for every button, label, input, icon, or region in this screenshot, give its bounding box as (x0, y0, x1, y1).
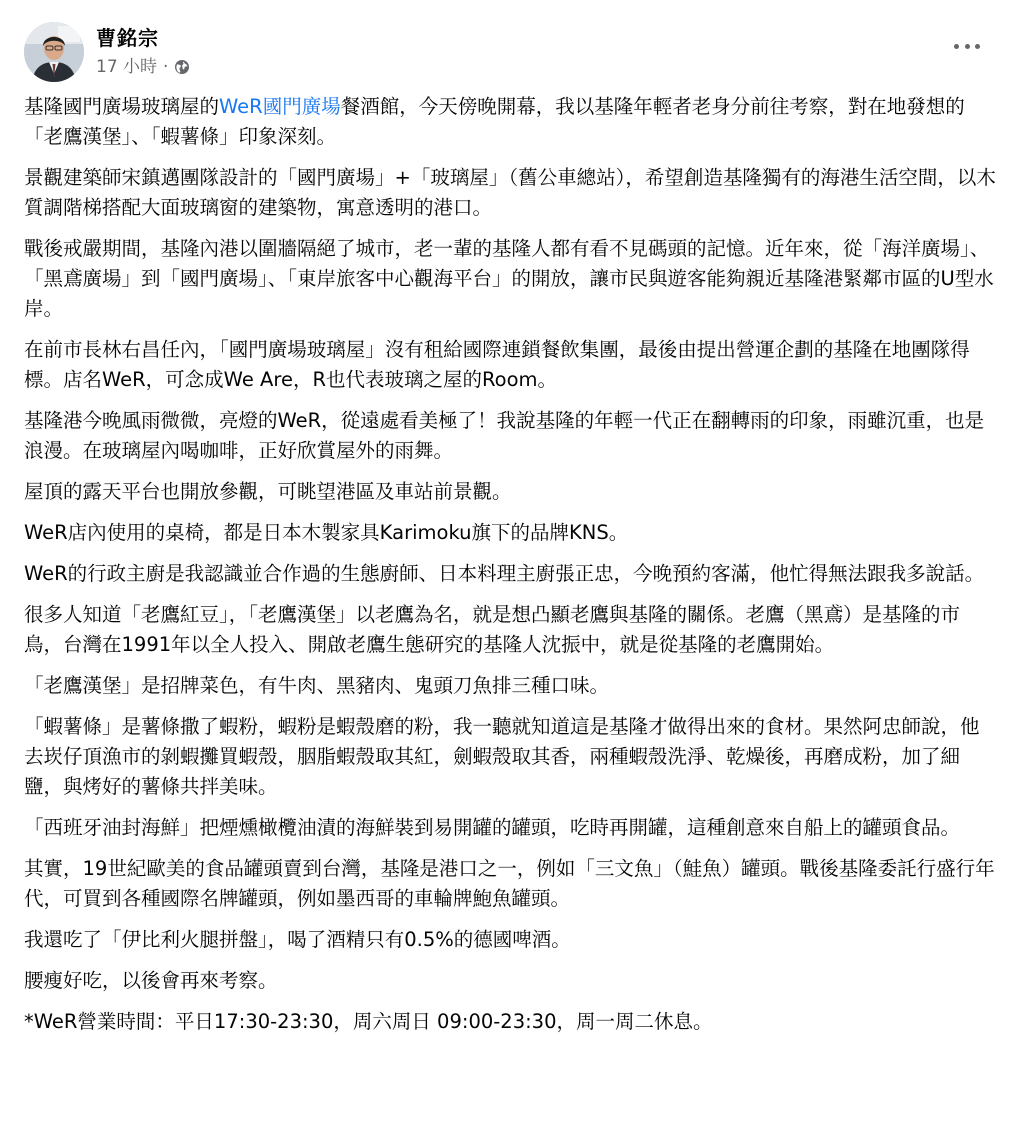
post-paragraph-9: 很多人知道「老鷹紅豆」，「老鷹漢堡」以老鷹為名，就是想凸顯老鷹與基隆的關係。老鷹（黑鳶）是基隆的市鳥，台灣在1991年以全人投入、開啟老鷹生態研究的基隆人沈振中，就是從基隆的老鷹開始。 (24, 603, 961, 656)
post-paragraph-8: WeR的行政主廚是我認識並合作過的生態廚師、日本料理主廚張正忠，今晚預約客滿，他忙得無法跟我多說話。 (24, 562, 985, 585)
post-paragraph-14: 我還吃了「伊比利火腿拼盤」，喝了酒精只有0.5%的德國啤酒。 (24, 928, 571, 951)
dot (965, 44, 970, 49)
page-link[interactable]: WeR國門廣場 (219, 95, 341, 118)
globe-icon[interactable] (174, 59, 190, 75)
dot (954, 44, 959, 49)
post-paragraph-10: 「老鷹漢堡」是招牌菜色，有牛肉、黑豬肉、鬼頭刀魚排三種口味。 (24, 674, 610, 697)
post-paragraph-16: *WeR營業時間：平日17:30-23:30，周六周日 09:00-23:30，周一周二休息。 (24, 1010, 713, 1033)
post-paragraph-1 (24, 92, 996, 152)
more-options-icon[interactable] (954, 40, 980, 52)
post-paragraph-3: 戰後戒嚴期間，基隆內港以圍牆隔絕了城市，老一輩的基隆人都有看不見碼頭的記憶。近年來，從「海洋廣場」、「黑鳶廣場」到「國門廣場」、「東岸旅客中心觀海平台」的開放，讓市民與遊客能夠親近基隆港緊鄰市區的U型水岸。 (24, 237, 994, 320)
post-body (24, 92, 996, 1048)
meta-separator: · (163, 57, 169, 77)
post-paragraph-11: 「蝦薯條」是薯條撒了蝦粉，蝦粉是蝦殼磨的粉，我一聽就知道這是基隆才做得出來的食材。果然阿忠師說，他去崁仔頂漁市的剝蝦攤買蝦殼，胭脂蝦殼取其紅，劍蝦殼取其香，兩種蝦殼洗淨、乾燥後，再磨成粉，加了細鹽，與烤好的薯條共拌美味。 (24, 715, 980, 798)
post-paragraph-5: 基隆港今晚風雨微微，亮燈的WeR，從遠處看美極了！我說基隆的年輕一代正在翻轉雨的印象，雨雖沉重，也是浪漫。在玻璃屋內喝咖啡，正好欣賞屋外的雨舞。 (24, 409, 985, 462)
post-paragraph-7: WeR店內使用的桌椅，都是日本木製家具Karimoku旗下的品牌KNS。 (24, 521, 629, 544)
author-name[interactable]: 曹銘宗 (96, 26, 159, 50)
paragraph-text: 基隆國門廣場玻璃屋的 (24, 95, 220, 118)
avatar[interactable] (24, 22, 84, 82)
dot (975, 44, 980, 49)
post-paragraph-13: 其實，19世紀歐美的食品罐頭賣到台灣，基隆是港口之一，例如「三文魚」（鮭魚）罐頭。戰後基隆委託行盛行年代，可買到各種國際名牌罐頭，例如墨西哥的車輪牌鮑魚罐頭。 (24, 857, 995, 910)
post-paragraph-2: 景觀建築師宋鎮邁團隊設計的「國門廣場」+「玻璃屋」（舊公車總站），希望創造基隆獨有的海港生活空間，以木質調階梯搭配大面玻璃窗的建築物，寓意透明的港口。 (24, 166, 996, 219)
avatar-portrait (24, 22, 84, 82)
post-meta (96, 56, 190, 78)
paragraph-text: 餐酒館，今天傍晚開幕，我以基隆年輕者老身分前往考察，對在地發想的「老鷹漢堡」、「蝦薯條」印象深刻。 (24, 95, 965, 148)
post-paragraph-6: 屋頂的露天平台也開放參觀，可眺望港區及車站前景觀。 (24, 480, 512, 503)
post-header (24, 22, 994, 84)
post-paragraph-12: 「西班牙油封海鮮」把煙燻橄欖油漬的海鮮裝到易開罐的罐頭，吃時再開罐，這種創意來自船上的罐頭食品。 (24, 816, 961, 839)
post-paragraph-4: 在前市長林右昌任內，「國門廣場玻璃屋」沒有租給國際連鎖餐飲集團，最後由提出營運企劃的基隆在地團隊得標。店名WeR，可念成We Are，R也代表玻璃之屋的Room。 (24, 338, 970, 391)
post-paragraph-15: 腰瘦好吃，以後會再來考察。 (24, 969, 278, 992)
post-timestamp[interactable]: 17 小時 (96, 57, 158, 77)
